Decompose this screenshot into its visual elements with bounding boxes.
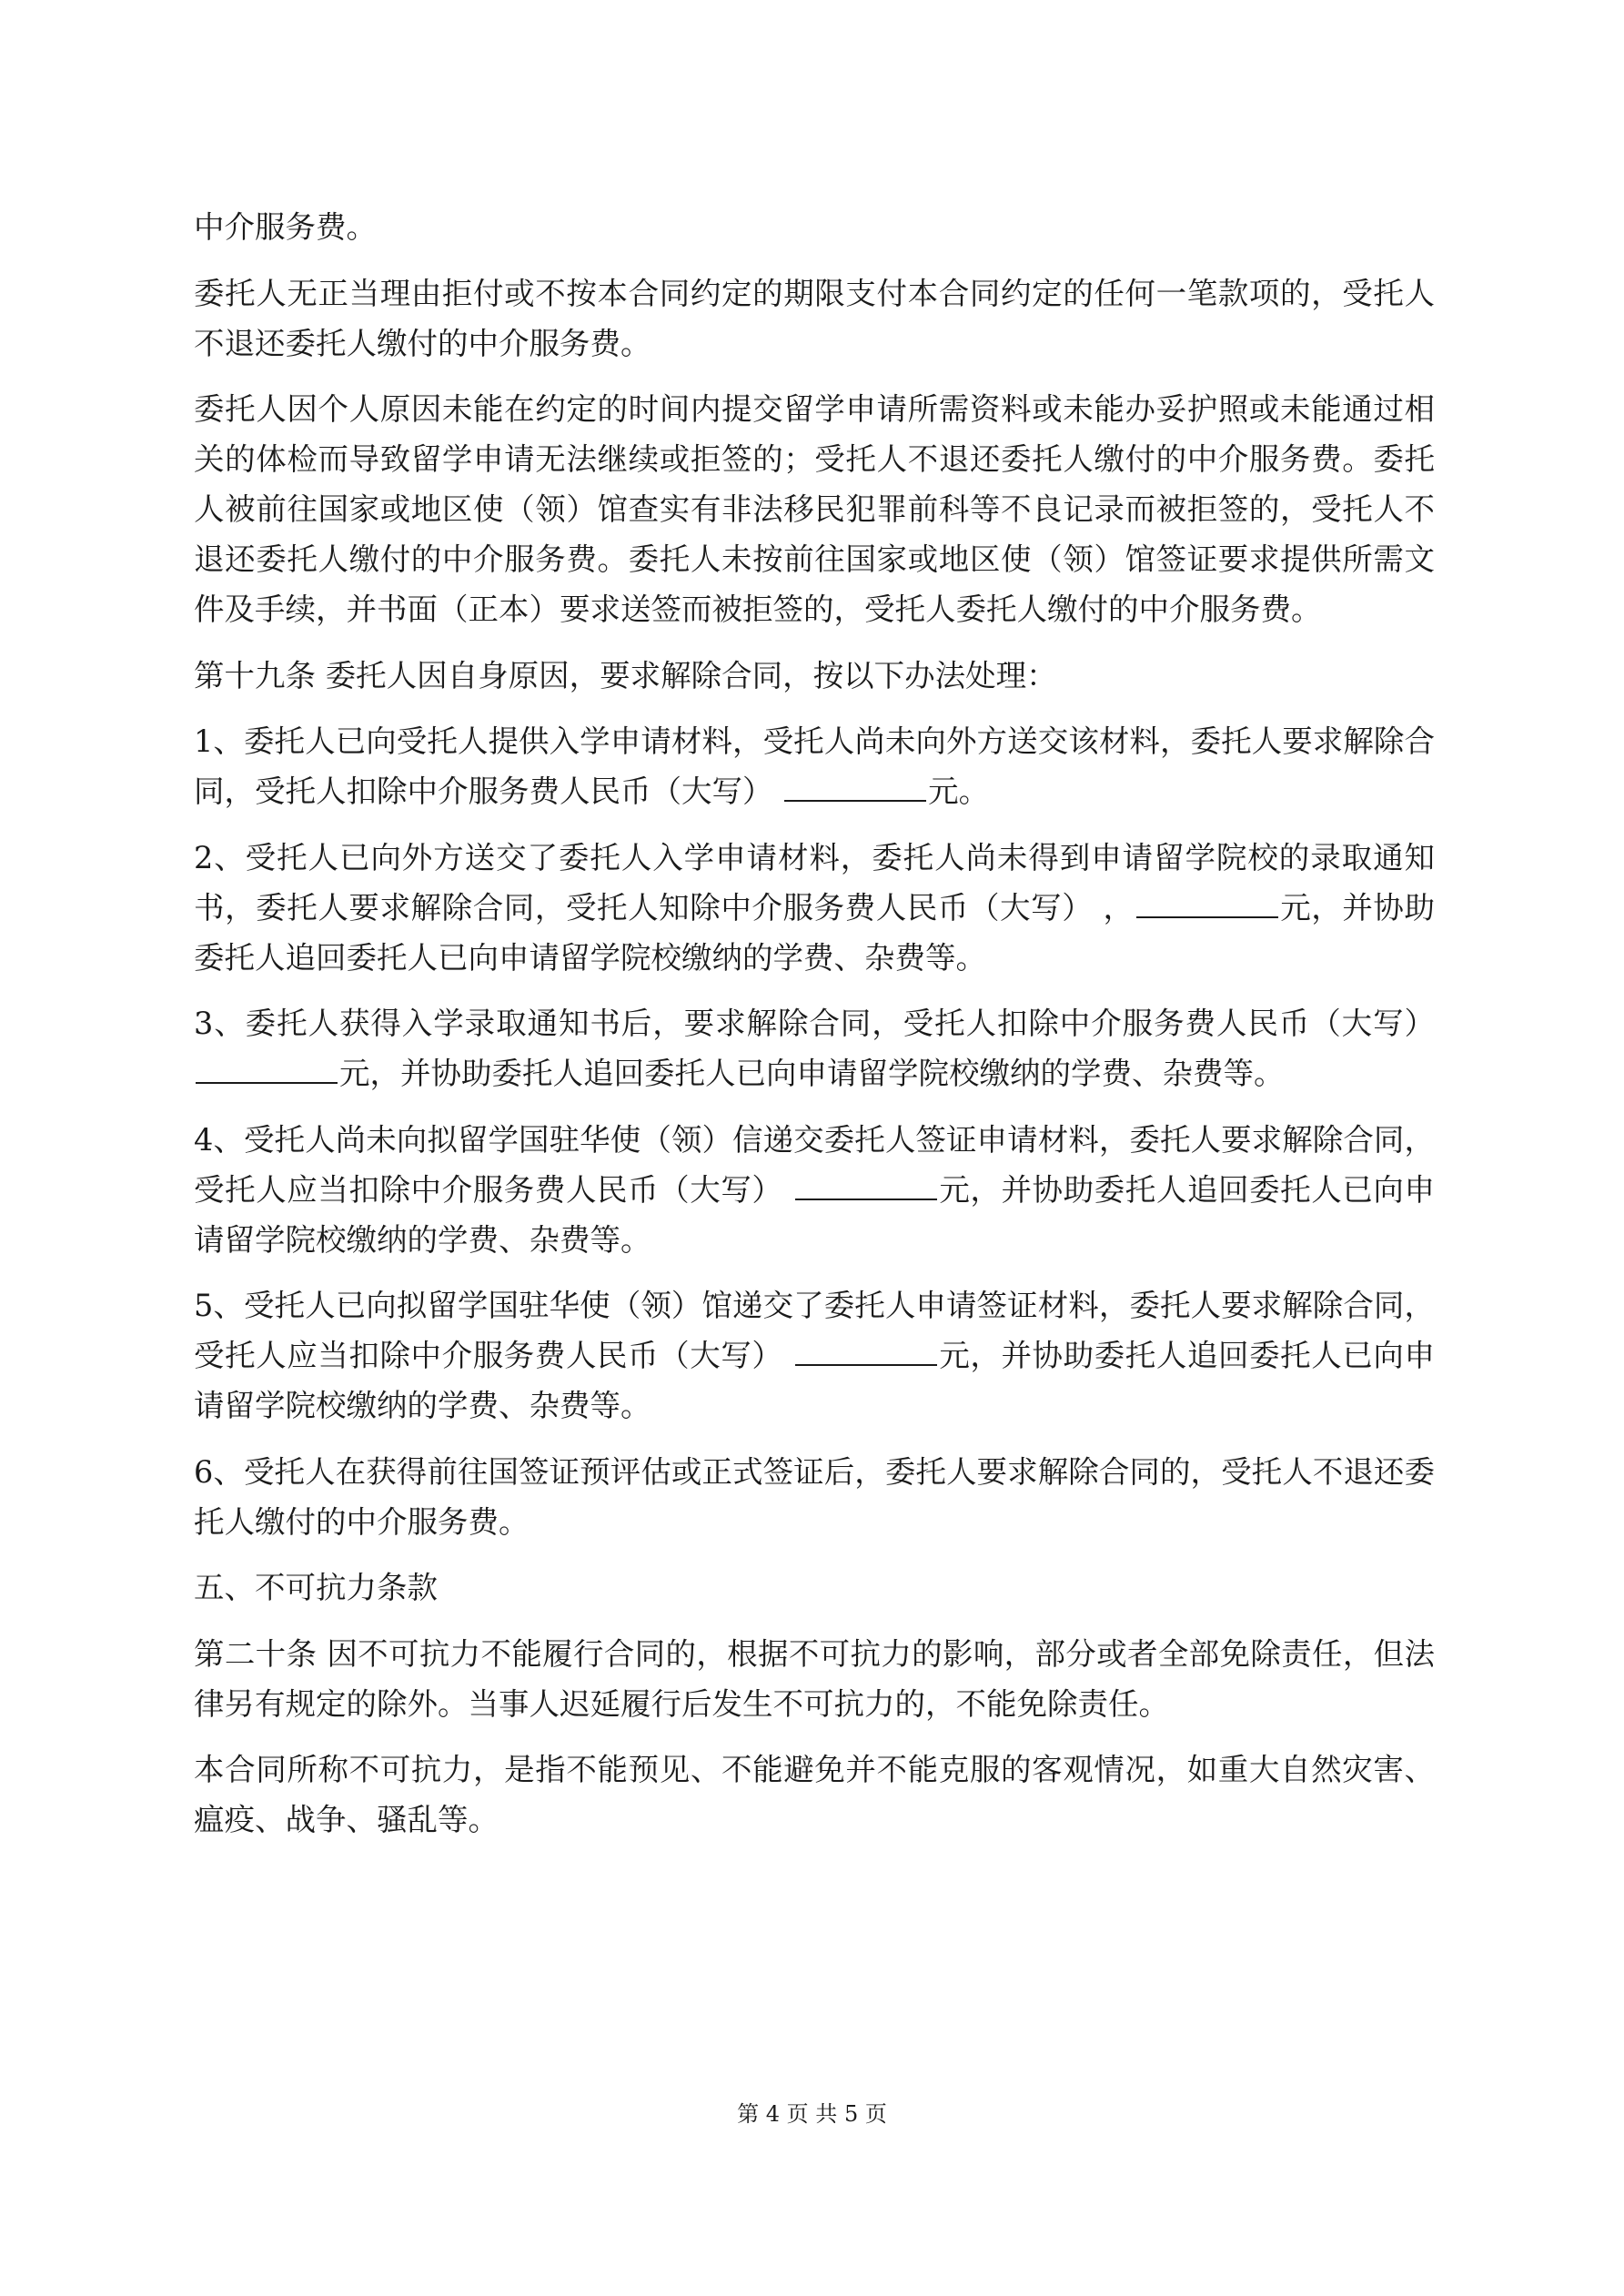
clause-item: 6、受托人在获得前往国签证预评估或正式签证后，委托人要求解除合同的，受托人不退还委托人缴付的中介服务费。 <box>194 1453 1435 1540</box>
fill-in-blank <box>1136 887 1278 918</box>
fill-in-blank <box>196 1053 338 1084</box>
clause-item <box>194 1115 1435 1265</box>
article-heading: 第十九条 委托人因自身原因，要求解除合同，按以下办法处理： <box>194 657 1057 693</box>
clause-text: 元。 <box>928 774 990 809</box>
paragraph: 委托人因个人原因未能在约定的时间内提交留学申请所需资料或未能办妥护照或未能通过相关的体检而导致留学申请无法继续或拒签的；受托人不退还委托人缴付的中介服务费。委托人被前往国家或地区使（领）馆查实有非法移民犯罪前科等不良记录而被拒签的，受托人不退还委托人缴付的中介服务费。委托人未按前往国家或地区使（领）馆签证要求提供所需文件及手续，并书面（正本）要求送签而被拒签的，受托人委托人缴付的中介服务费。 <box>194 391 1435 627</box>
paragraph: 中介服务费。 <box>194 209 377 245</box>
clause-text: 4、受托人尚未向拟留学国驻华使（领）信递交委托人签证申请材料，委托人要求解除合同，受托人应当扣除中介服务费人民币（大写） <box>194 1121 1435 1208</box>
fill-in-blank <box>795 1335 937 1366</box>
clause-text: 元，并协助委托人追回委托人已向申请留学院校缴纳的学费、杂费等。 <box>339 1056 1285 1091</box>
clause-item <box>194 833 1435 983</box>
document-body <box>194 202 1435 1861</box>
paragraph: 委托人无正当理由拒付或不按本合同约定的期限支付本合同约定的任何一笔款项的，受托人不退还委托人缴付的中介服务费。 <box>194 275 1435 361</box>
clause-text: 1、委托人已向受托人提供入学申请材料，受托人尚未向外方送交该材料，委托人要求解除合同，受托人扣除中介服务费人民币（大写） <box>194 723 1435 809</box>
clause-text: 5、受托人已向拟留学国驻华使（领）馆递交了委托人申请签证材料，委托人要求解除合同，受托人应当扣除中介服务费人民币（大写） <box>194 1288 1435 1373</box>
page-number: 第 4 页 共 5 页 <box>737 2101 887 2127</box>
clause-text: 2、受托人已向外方送交了委托人入学申请材料，委托人尚未得到申请留学院校的录取通知书，委托人要求解除合同，受托人知除中介服务费人民币（大写） ， <box>194 839 1435 925</box>
clause-item <box>194 1280 1435 1431</box>
clause-item <box>194 716 1435 816</box>
fill-in-blank <box>784 771 926 802</box>
clause-text: 3、委托人获得入学录取通知书后，要求解除合同，受托人扣除中介服务费人民币（大写） <box>194 1006 1435 1041</box>
article-heading: 第二十条 因不可抗力不能履行合同的，根据不可抗力的影响，部分或者全部免除责任，但法律另有规定的除外。当事人迟延履行后发生不可抗力的，不能免除责任。 <box>194 1635 1435 1722</box>
clause-text: 元，并协助委托人追回委托人已向申请留学院校缴纳的学费、杂费等。 <box>194 1338 1435 1423</box>
paragraph: 本合同所称不可抗力，是指不能预见、不能避免并不能克服的客观情况，如重大自然灾害、瘟疫、战争、骚乱等。 <box>194 1752 1435 1837</box>
fill-in-blank <box>795 1169 937 1200</box>
clause-text: 元，并协助委托人追回委托人已向申请留学院校缴纳的学费、杂费等。 <box>194 1171 1435 1258</box>
section-heading: 五、不可抗力条款 <box>194 1570 438 1605</box>
clause-item <box>194 998 1435 1098</box>
clause-text: 元，并协助委托人追回委托人已向申请留学院校缴纳的学费、杂费等。 <box>194 889 1436 976</box>
